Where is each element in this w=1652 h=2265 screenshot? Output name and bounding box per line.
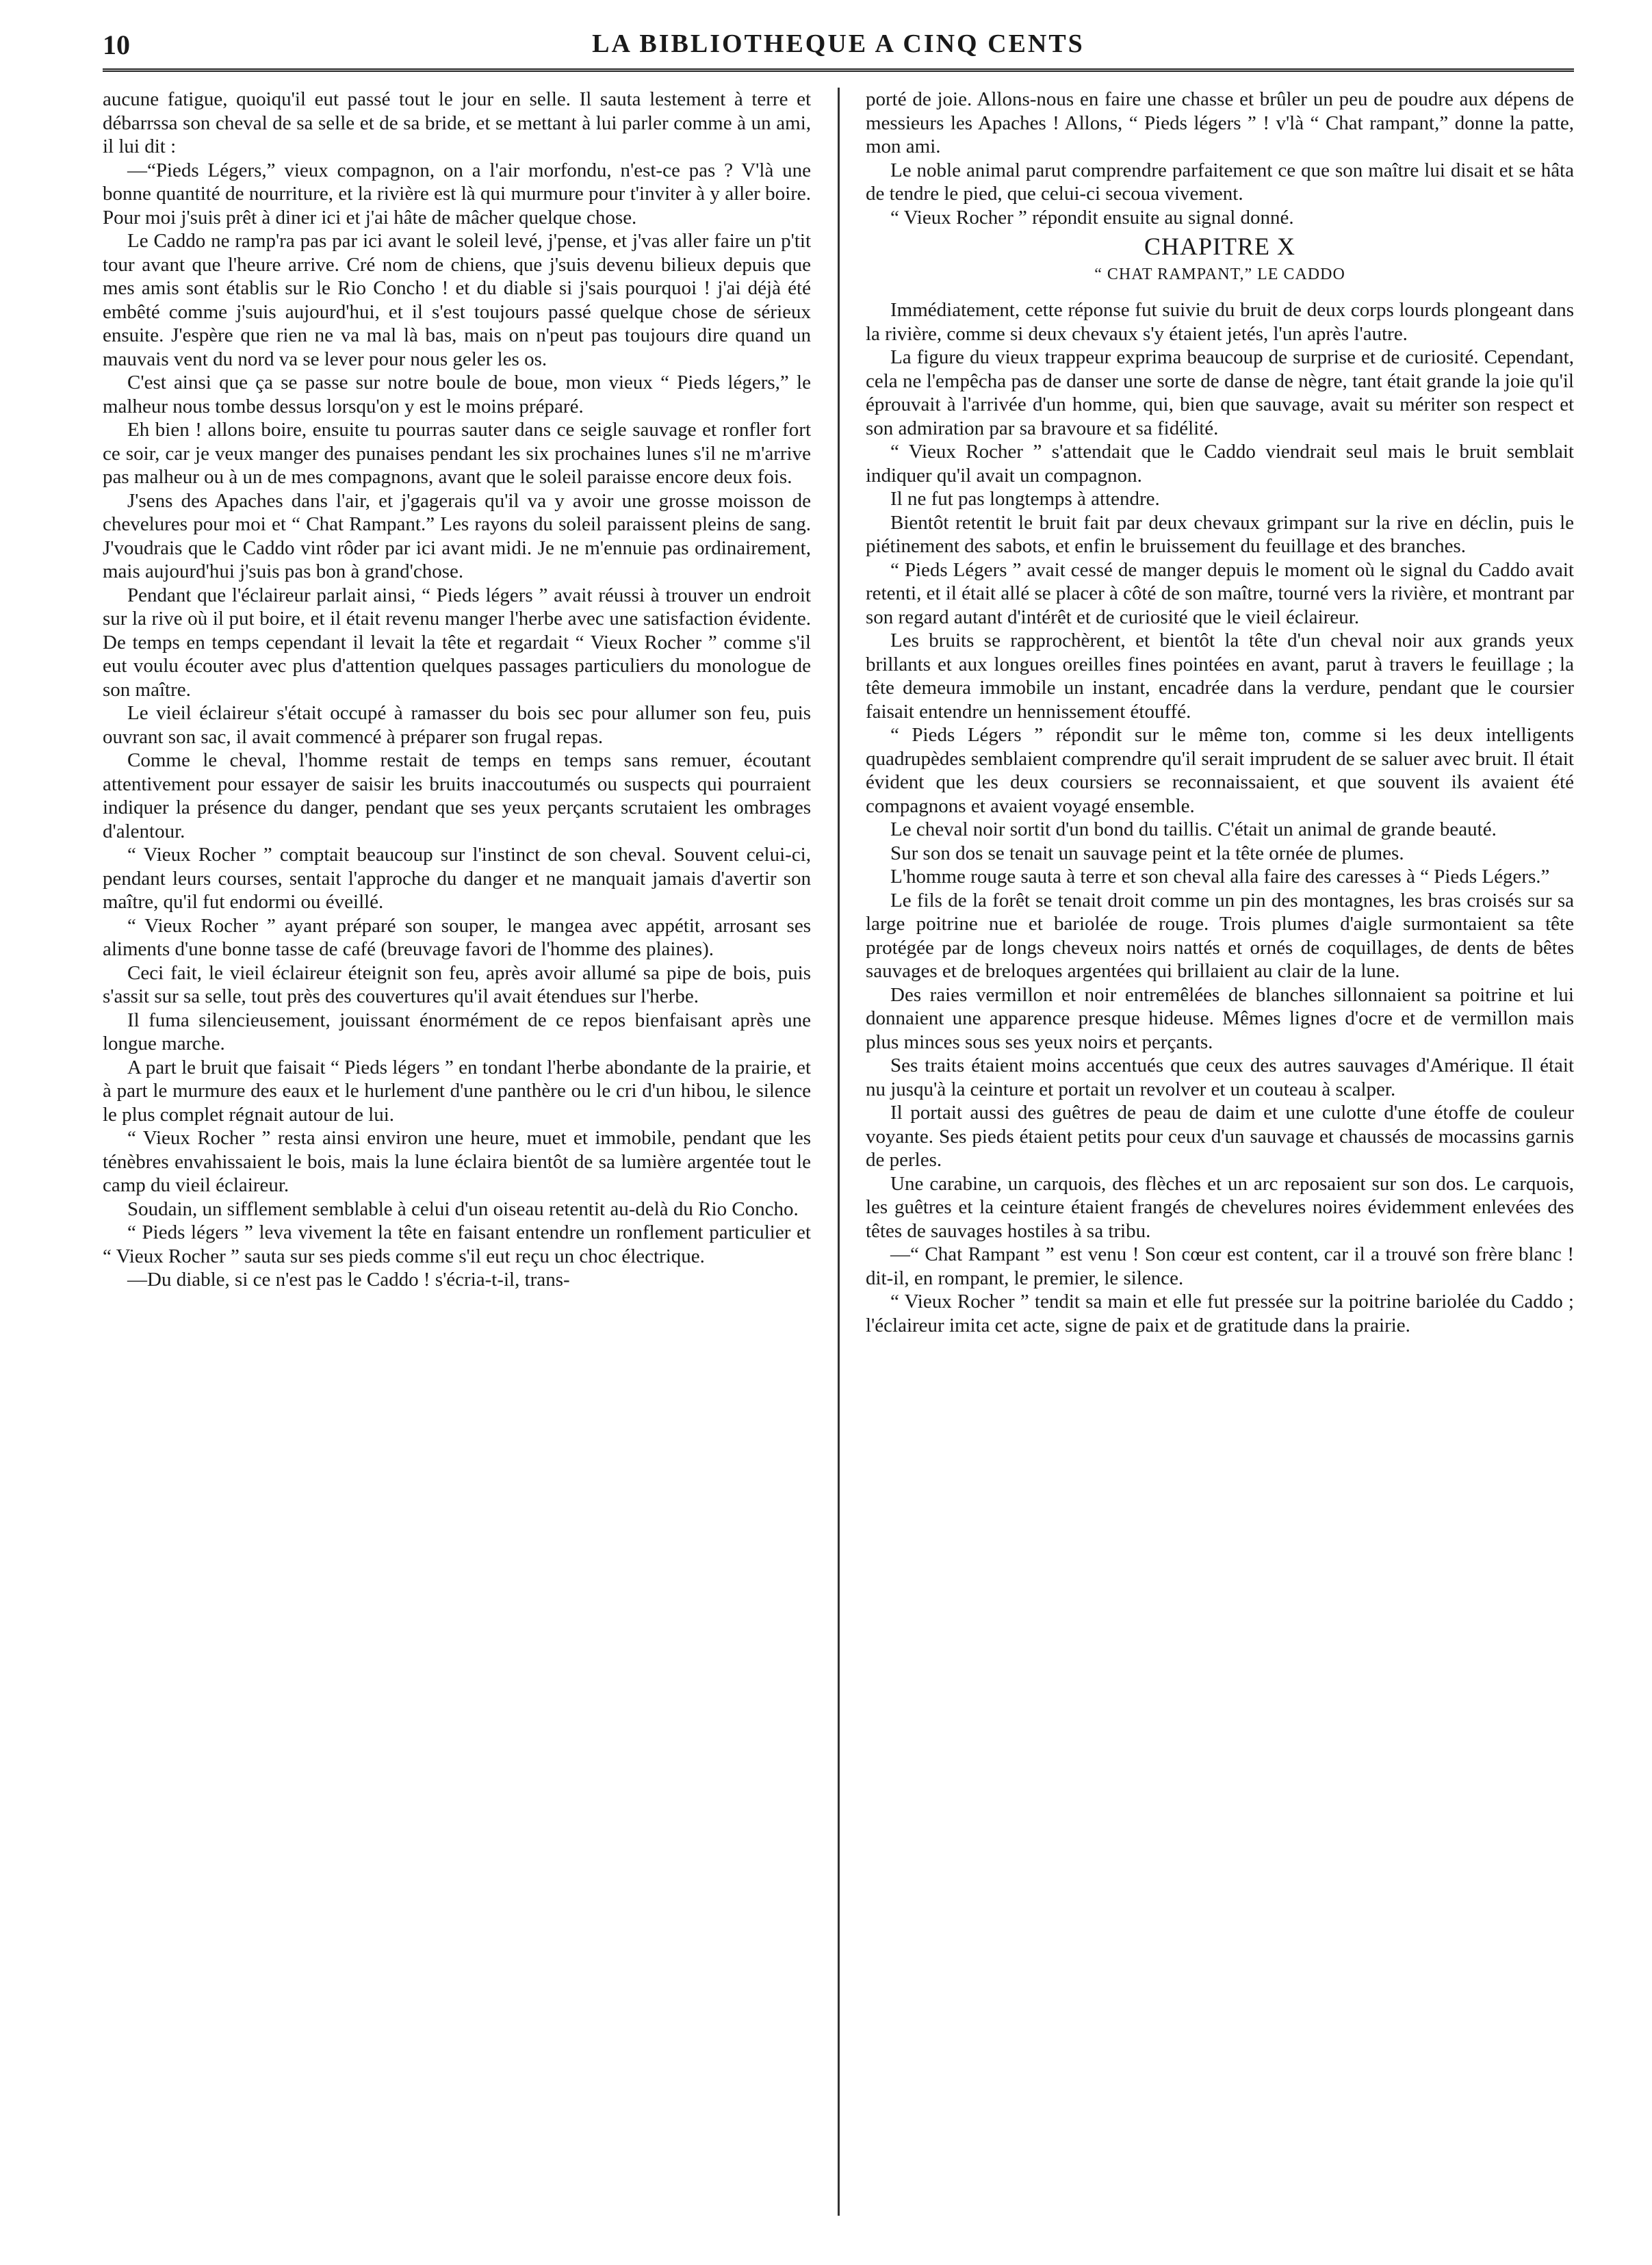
paragraph: aucune fatigue, quoiqu'il eut passé tout le jour en selle. Il sauta lestement à terre et débarrssa son cheval de sa selle et de sa bride, et se mettant à lui parler comme à un ami, il lui dit : (103, 88, 811, 157)
paragraph: J'sens des Apaches dans l'air, et j'gagerais qu'il va y avoir une grosse moisson de chevelures pour moi et “ Chat Rampant.” Les rayons du soleil paraissent pleins de sang. J'voudrais que le Caddo vint rôder par ici avant midi. Je ne m'ennuie pas ordinairement, mais aujourd'hui j'suis pas bon à grand'chose. (103, 489, 811, 582)
paragraph: Le cheval noir sortit d'un bond du taillis. C'était un animal de grande beauté. (890, 818, 1497, 840)
paragraph: Eh bien ! allons boire, ensuite tu pourras sauter dans ce seigle sauvage et ronfler fort ce soir, car je veux manger des punaises pendant les six prochaines lunes s'il ne m'arrive pas malheur ou à un de mes compagnons, avant que le soleil paraisse encore deux fois. (103, 419, 811, 488)
paragraph: La figure du vieux trappeur exprima beaucoup de surprise et de curiosité. Cependant, cela ne l'empêcha pas de danser une sorte de danse de nègre, tant était grande la joie qu'il éprouvait à l'arrivée d'un homme, qui, bien que sauvage, avait su mériter son respect et son admiration par sa bravoure et sa fidélité. (866, 346, 1574, 439)
paragraph: Le Caddo ne ramp'ra pas par ici avant le soleil levé, j'pense, et j'vas aller faire un p'tit tour avant que l'heure arrive. Cré nom de chiens, que j'suis devenu bilieux depuis que mes amis sont établis sur le Rio Concho ! et du diable si j'sais pourquoi ! j'ai déjà été embêté comme j'suis aujourd'hui, et il s'est toujours passé quelque chose de sérieux ensuite. J'espère que rien ne va mal là bas, mais on n'peut pas toujours dire quand un mauvais vent du nord va se lever pour nous geler les os. (103, 230, 811, 370)
paragraph: “ Vieux Rocher ” répondit ensuite au signal donné. (890, 206, 1294, 229)
paragraph: “ Pieds Légers ” avait cessé de manger depuis le moment où le signal du Caddo avait retenti, et il était allé se placer à côté de son maître, tourné vers la rivière, et montrant par son regard autant d'intérêt et de curiosité que le vieil éclaireur. (866, 558, 1574, 628)
paragraph: Sur son dos se tenait un sauvage peint et la tête ornée de plumes. (890, 842, 1404, 864)
right-column (866, 88, 1574, 2216)
paragraph: “ Pieds Légers ” répondit sur le même ton, comme si les deux intelligents quadrupèdes semblaient comprendre qu'il serait imprudent de se saluer avec bruit. Il était évident que les deux coursiers se reconnaissaient, et que souvent ils avaient été compagnons et avaient voyagé ensemble. (866, 724, 1574, 817)
paragraph: Le noble animal parut comprendre parfaitement ce que son maître lui disait et se hâta de tendre le pied, que celui-ci secoua vivement. (866, 159, 1574, 205)
paragraph: —“ Chat Rampant ” est venu ! Son cœur est content, car il a trouvé son frère blanc ! dit-il, en rompant, le premier, le silence. (866, 1243, 1574, 1289)
paragraph: “ Vieux Rocher ” ayant préparé son souper, le mangea avec appétit, arrosant ses aliments d'une bonne tasse de café (breuvage favori de l'homme des plaines). (103, 914, 811, 960)
header-rule (103, 68, 1574, 72)
paragraph: Les bruits se rapprochèrent, et bientôt la tête d'un cheval noir aux grands yeux brillants et aux longues oreilles fines pointées en avant, parut à travers le feuillage ; la tête demeura immobile un instant, encadrée dans la verdure, pendant que le coursier faisait entendre un hennissement étouffé. (866, 630, 1574, 723)
paragraph: “ Vieux Rocher ” s'attendait que le Caddo viendrait seul mais le bruit semblait indiquer qu'il avait un compagnon. (866, 441, 1574, 487)
paragraph: Le vieil éclaireur s'était occupé à ramasser du bois sec pour allumer son feu, puis ouvrant son sac, il avait commencé à préparer son frugal repas. (103, 702, 811, 748)
paragraph: Des raies vermillon et noir entremêlées de blanches sillonnaient sa poitrine et lui donnaient une apparence presque hideuse. Mêmes lignes d'ocre et de vermillon mais plus minces sous ses yeux noirs et perçants. (866, 983, 1574, 1053)
paragraph: “ Pieds légers ” leva vivement la tête en faisant entendre un ronflement particulier et “ Vieux Rocher ” sauta sur ses pieds comme s'il eut reçu un choc électrique. (103, 1221, 811, 1267)
chapter-subtitle: “ CHAT RAMPANT,” LE CADDO (1094, 265, 1345, 283)
paragraph: Il portait aussi des guêtres de peau de daim et une culotte d'une étoffe de couleur voyante. Ses pieds étaient petits pour ceux d'un sauvage et chaussés de mocassins garnis de perles. (866, 1102, 1574, 1171)
chapter-title: CHAPITRE X (1144, 233, 1295, 260)
paragraph: Ses traits étaient moins accentués que ceux des autres sauvages d'Amérique. Il était nu jusqu'à la ceinture et portait un revolver et un couteau à scalper. (866, 1054, 1574, 1100)
page-number: 10 (103, 29, 130, 60)
paragraph: “ Vieux Rocher ” comptait beaucoup sur l'instinct de son cheval. Souvent celui-ci, pendant leurs courses, sentait l'approche du danger et ne manquait jamais d'avertir son maître, qu'il fut endormi ou éveillé. (103, 844, 811, 913)
paragraph: L'homme rouge sauta à terre et son cheval alla faire des caresses à “ Pieds Légers.” (890, 866, 1550, 888)
column-rule (838, 88, 840, 2216)
paragraph: Il ne fut pas longtemps à attendre. (890, 488, 1160, 510)
paragraph: porté de joie. Allons-nous en faire une chasse et brûler un peu de poudre aux dépens de messieurs les Apaches ! Allons, “ Pieds légers ” ! v'là “ Chat rampant,” donne la patte, mon ami. (866, 88, 1574, 157)
paragraph: Ceci fait, le vieil éclaireur éteignit son feu, après avoir allumé sa pipe de bois, puis s'assit sur sa selle, tout près des couvertures qu'il avait étendues sur l'herbe. (103, 961, 811, 1007)
paragraph: Bientôt retentit le bruit fait par deux chevaux grimpant sur la rive en déclin, puis le piétinement des sabots, et enfin le bruissement du feuillage et des branches. (866, 511, 1574, 557)
paragraph: Le fils de la forêt se tenait droit comme un pin des montagnes, les bras croisés sur sa large poitrine nue et bariolée de rouge. Trois plumes d'aigle surmontaient sa tête protégée par de longs cheveux noirs nattés et ornés de coquillages, de dents de bêtes sauvages et de breloques argentées qui brillaient au clair de la lune. (866, 889, 1574, 982)
paragraph: Pendant que l'éclaireur parlait ainsi, “ Pieds légers ” avait réussi à trouver un endroit sur la rive où il put boire, et il était revenu manger l'herbe avec une satisfaction évidente. De temps en temps cependant il levait la tête et regardait “ Vieux Rocher ” comme s'il eut voulu écouter avec plus d'attention quelques passages particuliers du monologue de son maître. (103, 584, 811, 701)
paragraph: “ Vieux Rocher ” resta ainsi environ une heure, muet et immobile, pendant que les ténèbres envahissaient le bois, mais la lune éclaira bientôt de sa lumière argentée tout le camp du vieil éclaireur. (103, 1127, 811, 1196)
paragraph: A part le bruit que faisait “ Pieds légers ” en tondant l'herbe abondante de la prairie, et à part le murmure des eaux et le hurlement d'une panthère ou le cri d'un hibou, le silence le plus complet régnait autour de lui. (103, 1056, 811, 1126)
running-head (103, 26, 1574, 67)
paragraph: Soudain, un sifflement semblable à celui d'un oiseau retentit au-delà du Rio Concho. (127, 1198, 799, 1220)
paragraph: Il fuma silencieusement, jouissant énormément de ce repos bienfaisant après une longue marche. (103, 1009, 811, 1054)
paragraph: C'est ainsi que ça se passe sur notre boule de boue, mon vieux “ Pieds légers,” le malheur nous tombe dessus lorsqu'on y est le moins préparé. (103, 372, 811, 417)
paragraph: —“Pieds Légers,” vieux compagnon, on a l'air morfondu, n'est-ce pas ? V'là une bonne quantité de nourriture, et la rivière est là qui murmure pour t'inviter à y aller boire. Pour moi j'suis prêt à diner ici et j'ai hâte de mâcher quelque chose. (103, 159, 811, 229)
journal-title: LA BIBLIOTHEQUE A CINQ CENTS (592, 29, 1085, 58)
paragraph: Immédiatement, cette réponse fut suivie du bruit de deux corps lourds plongeant dans la rivière, comme si deux chevaux s'y étaient jetés, l'un après l'autre. (866, 299, 1574, 345)
paragraph: “ Vieux Rocher ” tendit sa main et elle fut pressée sur la poitrine bariolée du Caddo ; l'éclaireur imita cet acte, signe de paix et de gratitude dans la prairie. (866, 1291, 1574, 1336)
paragraph: Une carabine, un carquois, des flèches et un arc reposaient sur son dos. Le carquois, les guêtres et la ceinture étaient frangés de chevelures noires évidemment enlevées des têtes de sauvages hostiles à sa tribu. (866, 1172, 1574, 1242)
paragraph: Comme le cheval, l'homme restait de temps en temps sans remuer, écoutant attentivement pour essayer de saisir les bruits inaccoutumés ou suspects qui pourraient indiquer la présence du danger, pendant que ses yeux perçants scrutaient les ombrages d'alentour. (103, 749, 811, 842)
paragraph: —Du diable, si ce n'est pas le Caddo ! s'écria-t-il, trans- (127, 1269, 570, 1291)
left-column (103, 88, 811, 2216)
